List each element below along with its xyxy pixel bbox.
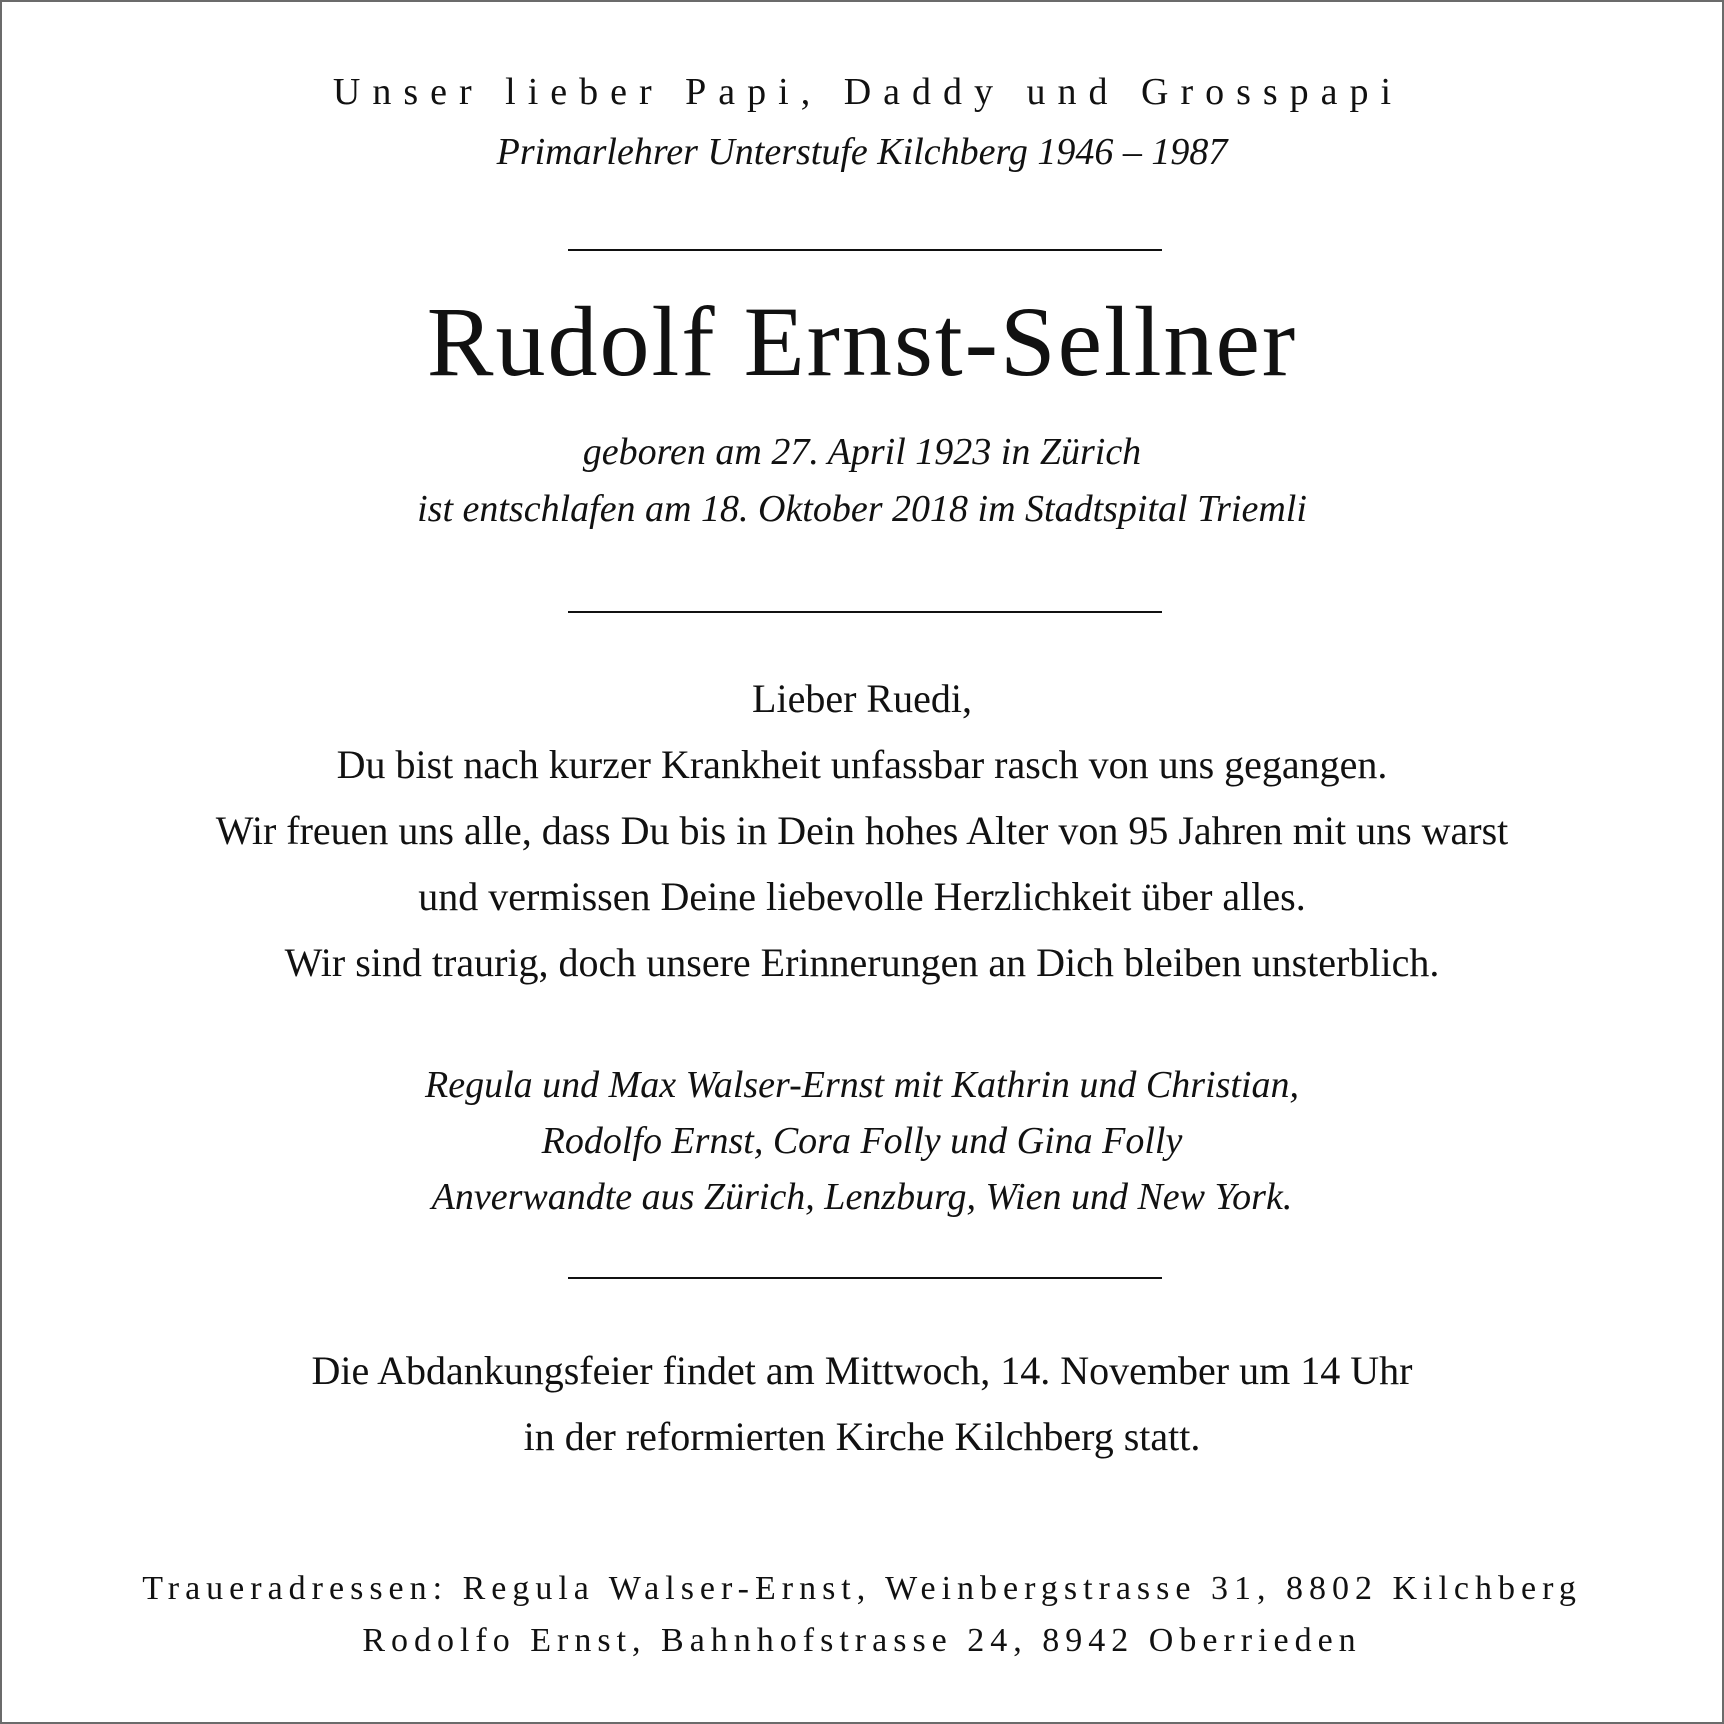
ceremony-line: in der reformierten Kirche Kilchberg statt.: [523, 1414, 1201, 1459]
birth-line: geboren am 27. April 1923 in Zürich: [582, 431, 1142, 473]
header-profession: Primarlehrer Unterstufe Kilchberg 1946 – 1987: [496, 131, 1228, 173]
signer-line: Regula und Max Walser-Ernst mit Kathrin und Christian,: [425, 1064, 1299, 1106]
signer-line: Anverwandte aus Zürich, Lenzburg, Wien und New York.: [431, 1176, 1293, 1218]
address-line: Traueradressen: Regula Walser-Ernst, Weinbergstrasse 31, 8802 Kilchberg: [142, 1570, 1582, 1607]
message-line: und vermissen Deine liebevolle Herzlichkeit über alles.: [418, 874, 1306, 919]
message-salutation: Lieber Ruedi,: [752, 676, 972, 721]
divider-middle: [568, 611, 1162, 613]
deceased-name: Rudolf Ernst-Sellner: [426, 286, 1298, 397]
signer-line: Rodolfo Ernst, Cora Folly und Gina Folly: [541, 1120, 1183, 1162]
divider-top: [568, 249, 1162, 251]
message-line: Wir sind traurig, doch unsere Erinnerungen an Dich bleiben unsterblich.: [284, 940, 1440, 985]
message-line: Wir freuen uns alle, dass Du bis in Dein hohes Alter von 95 Jahren mit uns warst: [215, 808, 1509, 853]
divider-bottom: [568, 1277, 1162, 1279]
header-dedication: Unser lieber Papi, Daddy und Grosspapi: [332, 71, 1404, 113]
death-line: ist entschlafen am 18. Oktober 2018 im Stadtspital Triemli: [417, 488, 1307, 530]
address-line: Rodolfo Ernst, Bahnhofstrasse 24, 8942 Oberrieden: [362, 1622, 1362, 1659]
message-line: Du bist nach kurzer Krankheit unfassbar rasch von uns gegangen.: [336, 742, 1388, 787]
ceremony-line: Die Abdankungsfeier findet am Mittwoch, 14. November um 14 Uhr: [311, 1348, 1413, 1393]
